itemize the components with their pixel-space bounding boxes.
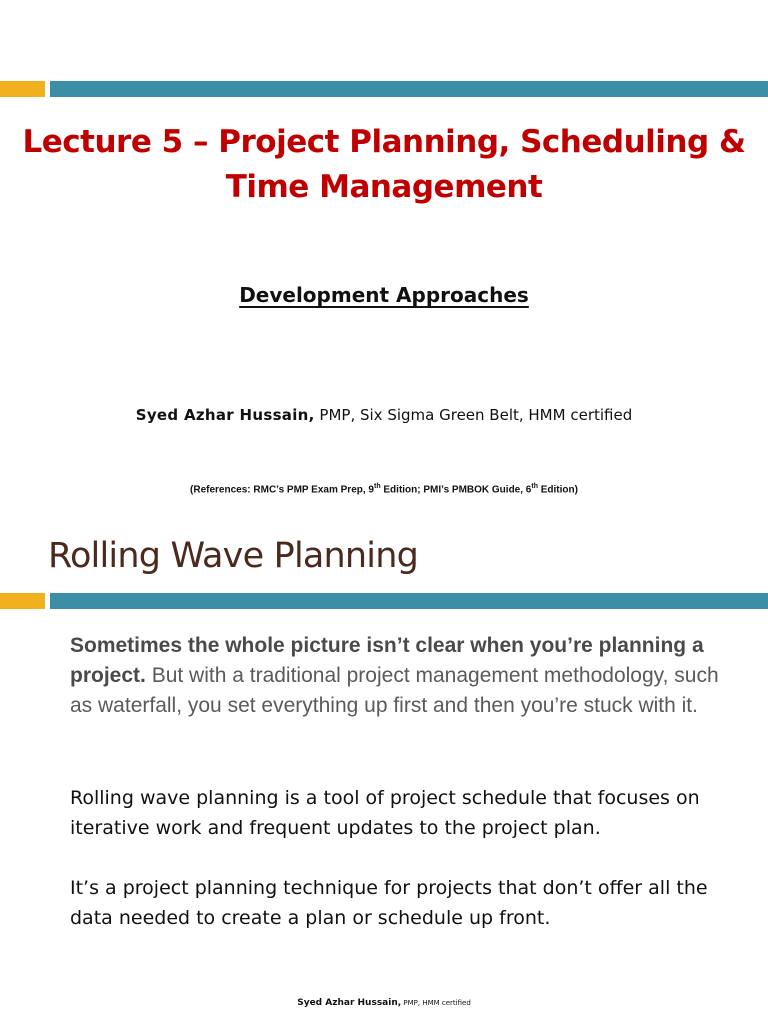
teal-accent-bar	[50, 81, 768, 97]
author-credentials: PMP, Six Sigma Green Belt, HMM certified	[314, 406, 633, 424]
lecture-title	[0, 120, 768, 210]
content-slide	[0, 512, 768, 1024]
orange-accent-block	[0, 81, 45, 97]
references	[0, 483, 768, 495]
paragraph-technique: It’s a project planning technique for projects that don’t offer all the data needed to create a plan or schedule up front.	[70, 877, 708, 929]
author-line	[0, 406, 768, 424]
subtitle: Development Approaches	[239, 283, 529, 307]
paragraph-intro-bold: Sometimes the whole picture isn’t clear when you’re planning a project.	[70, 634, 704, 687]
lecture-title-line-2: Time Management	[225, 169, 543, 205]
section-heading: Rolling Wave Planning	[48, 536, 419, 576]
paragraph-intro	[70, 631, 740, 721]
footer	[0, 998, 768, 1008]
footer-author-name: Syed Azhar Hussain,	[297, 998, 402, 1008]
references-sup-2: th	[531, 483, 538, 490]
paragraph-definition: Rolling wave planning is a tool of project schedule that focuses on iterative work and frequent updates to the project plan.	[70, 787, 700, 839]
author-name: Syed Azhar Hussain,	[135, 406, 315, 424]
lecture-title-line-1: Lecture 5 – Project Planning, Scheduling &	[22, 124, 746, 160]
paragraph-intro-rest: But with a traditional project management methodology, such as waterfall, you set everything up first and then you’re stuck with it.	[70, 664, 719, 717]
content-accent-bar	[0, 593, 768, 609]
title-accent-bar	[0, 81, 768, 97]
references-part-2: Edition; PMI’s PMBOK Guide, 6	[380, 484, 532, 496]
references-sup-1: th	[374, 483, 381, 490]
orange-accent-block	[0, 593, 45, 609]
teal-accent-bar	[50, 593, 768, 609]
footer-credentials: PMP, HMM certified	[401, 999, 471, 1007]
references-part-1: (References: RMC’s PMP Exam Prep, 9	[190, 484, 374, 496]
references-part-3: Edition)	[537, 484, 578, 496]
